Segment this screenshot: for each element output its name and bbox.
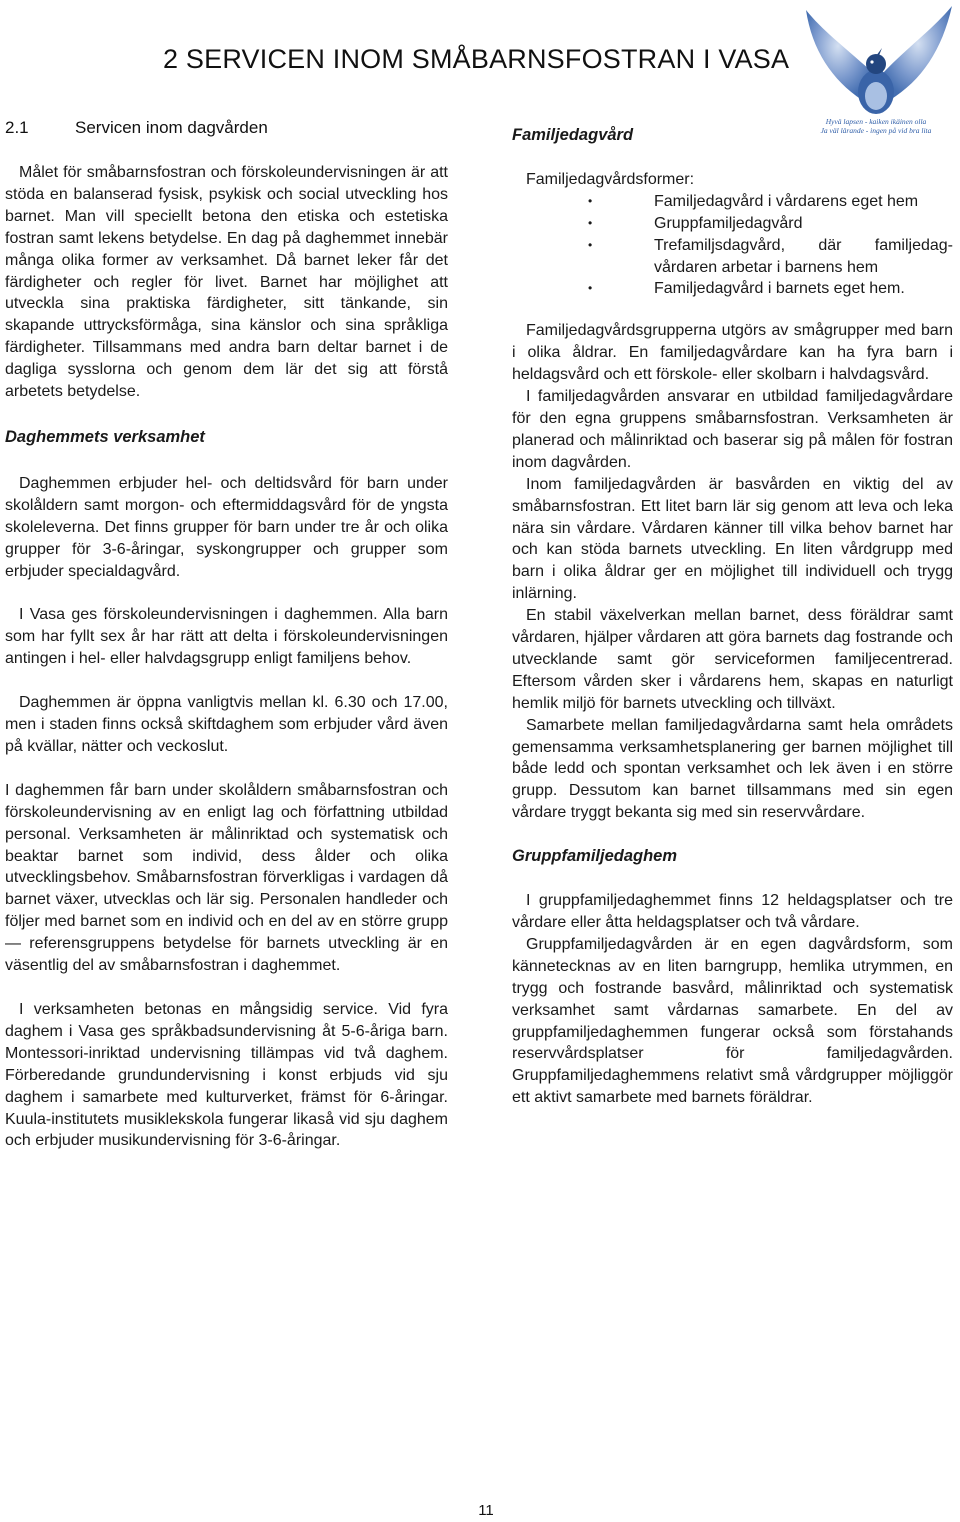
bullet-icon: • (588, 237, 593, 252)
bird-icon (792, 0, 960, 138)
forms-list (512, 191, 953, 301)
paragraph: Daghemmen erbjuder hel- och deltidsvård för barn under skolåldern samt morgon- och eftermiddagsvård för de yngsta skoleleverna. Det finns grupper för barn under tre år och olika grupper för 3-6-åringar, syskongrupper och grupper som erbjuder specialdagvård. (5, 474, 448, 580)
paragraph: I Vasa ges förskoleundervisningen i daghemmen. Alla barn som har fyllt sex år har rätt att delta i förskoleundervisningen antingen i hel- eller halvdagsgrupp enligt familjens behov. (5, 606, 448, 668)
section-number: 2.1 (5, 118, 29, 137)
paragraph: En stabil växelverkan mellan barnet, dess föräldrar samt vårdaren, hjälper vårdaren att göra barnets dag fostrande och utvecklande samt gör serviceformen familjecentrerad. Eftersom vården sker i vårdarens hem, skapas en naturligt hemlik miljö för barnets utveckling och tillväxt. (512, 607, 953, 712)
sub-heading-daghemmets-verksamhet: Daghemmets verksamhet (5, 427, 205, 446)
bullet-icon: • (588, 281, 593, 296)
bullet-icon: • (588, 215, 593, 230)
right-column (512, 125, 953, 1109)
left-column (5, 162, 448, 1152)
bullet-icon: • (588, 193, 593, 208)
logo-caption-line1: Hyvä lapsen - kaiken ikäinen olla (825, 117, 927, 126)
logo-caption-line2: Ja väl lärande - ingen på vid bra lita (820, 126, 932, 135)
sub-heading-gruppfamiljedaghem: Gruppfamiljedaghem (512, 847, 678, 866)
section-title: Servicen inom dagvården (75, 118, 268, 137)
section-heading (5, 118, 445, 138)
paragraph: Målet för småbarnsfostran och förskoleundervisningen är att stöda en balanserad fysisk, psykisk och social utveckling hos barnet. Man vill speciellt betona den etiska och estetiska fostran samt lekens betydelse. En dag på daghemmet innebär många olika former av verksamhet. Då barnet leker får det färdigheter och regler för livet. Barnet har möjlighet att utveckla sina praktiska färdigheter, sitt tänkande, sin skapande uttrycksförmåga, sina känslor och sina språkliga färdigheter. Tillsammans med andra barn deltar barnet i de dagliga sysslorna och genom dem lär det sig att förstå arbetets betydelse. (5, 164, 448, 401)
paragraph: Gruppfamiljedagvården är en egen dagvårdsform, som kännetecknas av en liten barngrupp, hemlika utrymmen, en trygg och fostrande basvård, målinriktad och systematisk verksamhet samt vårdarnas samarbete. En del av gruppfamiljedaghemmen fungerar också som förstahands reservvårdsplatser för familjedagvården. Gruppfamiljedaghemmens relativt små vårdgrupper möjliggör ett aktivt samarbete med barnets föräldrar. (512, 935, 953, 1107)
page-number: 11 (478, 1502, 494, 1519)
list-item: • Familjedagvård i barnets eget hem. (512, 278, 953, 300)
paragraph: I gruppfamiljedaghemmet finns 12 heldagsplatser och tre vårdare eller åtta heldagsplatser och två vårdare. (512, 892, 953, 931)
paragraph: Familjedagvårdsgrupperna utgörs av smågrupper med barn i olika åldrar. En familjedagvårdare kan ha fyra barn i heldagsvård och ett förskole- eller skolbarn i halvdagsvård. (512, 322, 953, 384)
paragraph: I verksamheten betonas en mångsidig service. Vid fyra daghem i Vasa ges språkbadsundervisning åt 5-6-åriga barn. Montessori-inriktad undervisning tillämpas vid två daghem. Förberedande grundundervisning i konst erbjuds vid sju daghem i samarbete med kulturverket, främst för 6-åringar. Kuula-institutets musiklekskola fungerar likaså vid sju daghem och erbjuder musikundervisning för 3-6-åringar. (5, 1001, 448, 1150)
paragraph: Inom familjedagvården är basvården en viktig del av småbarnsfostran. Ett litet barn lär sig genom att leva och leka nära sin vårdare. Vårdaren känner till vilka behov barnet har och kan stöda barnets utveckling. En liten vårdgrupp med barn i olika åldrar ger en möjlighet till individuell och trygg inlärning. (512, 475, 953, 603)
list-item: • Trefamiljsdagvård, där familjedagvårdaren arbetar i barnens hem (588, 236, 953, 276)
page-title: 2 SERVICEN INOM SMÅBARNSFOSTRAN I VASA (163, 44, 790, 75)
sub-heading-familjedagvard: Familjedagvård (512, 126, 634, 144)
list-item: • Gruppfamiljedagvård (512, 213, 953, 235)
forms-intro: Familjedagvårdsformer: (526, 170, 695, 188)
list-item: • Familjedagvård i vårdarens eget hem (512, 191, 953, 213)
bird-logo (792, 0, 960, 138)
paragraph: Samarbete mellan familjedagvårdarna samt hela områdets gemensamma verksamhetsplanering ger barnen möjlighet till både ledd och spontan verksamhet och lek även i en större grupp. Dessutom kan barnet tillsammans med sin egen vårdare tryggt bekanta sig med sin reservvårdare. (512, 716, 953, 822)
paragraph: Daghemmen är öppna vanligtvis mellan kl. 6.30 och 17.00, men i staden finns också skiftdaghem som erbjuder vård även på kvällar, nätter och veckoslut. (5, 694, 448, 755)
paragraph: I familjedagvården ansvarar en utbildad familjedagvårdare för den egna gruppens småbarnsfostran. Verksamheten är planerad och målinriktad och baserar sig på målen för fostran inom dagvården. (512, 388, 953, 471)
paragraph: I daghemmen får barn under skolåldern småbarnsfostran och förskoleundervisning av en enligt lag och författning utbildad personal. Verksamheten är målinriktad och systematisk och beaktar barnet som individ, dess ålder och olika utvecklingsbehov. Småbarnsfostran förverkligas i vardagen då barnet växer, utvecklas och lär sig. Personalen handleder och följer med barnet som en individ och en del av en större grupp — referensgruppens betydelse för barnets utveckling är en väsentlig del av småbarnsfostran i daghemmet. (5, 781, 448, 975)
